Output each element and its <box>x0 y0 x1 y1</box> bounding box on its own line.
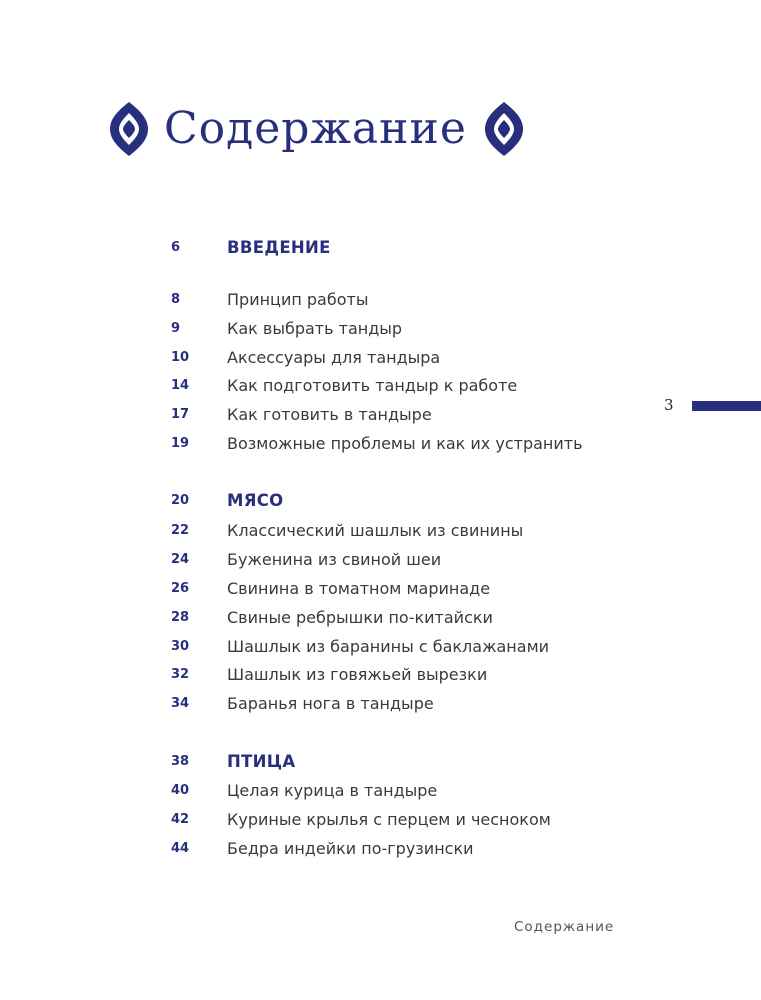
toc-entry-title: Свиные ребрышки по-китайски <box>227 608 493 627</box>
toc-entry-title: Принцип работы <box>227 290 369 309</box>
toc-page-number: 20 <box>171 493 190 508</box>
page-title: Содержание <box>164 103 467 154</box>
toc-entry-title: Как подготовить тандыр к работе <box>227 376 518 395</box>
toc-entry-title: Шашлык из баранины с баклажанами <box>227 637 550 656</box>
toc-page-number: 22 <box>171 523 190 538</box>
toc-entry-title: Свинина в томатном маринаде <box>227 579 491 598</box>
toc-page-number: 32 <box>171 667 190 682</box>
toc-page-number: 8 <box>171 292 181 307</box>
toc-section-title: МЯСО <box>227 491 284 510</box>
floral-ornament-icon <box>108 100 150 158</box>
toc-page-number: 30 <box>171 639 190 654</box>
toc-page-number: 40 <box>171 783 190 798</box>
toc-entry-title: Как готовить в тандыре <box>227 405 432 424</box>
toc-page-number: 28 <box>171 610 190 625</box>
toc-page-number: 14 <box>171 378 190 393</box>
toc-entry-title: Возможные проблемы и как их устранить <box>227 434 583 453</box>
toc-entry-title: Буженина из свиной шеи <box>227 550 442 569</box>
toc-page-number: 6 <box>171 240 181 255</box>
toc-page-number: 10 <box>171 350 190 365</box>
toc-page-number: 24 <box>171 552 190 567</box>
page-marker-bar <box>692 401 761 411</box>
toc-entry-title: Шашлык из говяжьей вырезки <box>227 665 488 684</box>
running-footer: Содержание <box>514 919 615 935</box>
toc-entry-title: Баранья нога в тандыре <box>227 694 434 713</box>
toc-page-number: 42 <box>171 812 190 827</box>
toc-entry-title: Как выбрать тандыр <box>227 319 403 338</box>
toc-entry-title: Куриные крылья с перцем и чесноком <box>227 810 551 829</box>
toc-entry-title: Бедра индейки по-грузински <box>227 839 474 858</box>
toc-page-number: 26 <box>171 581 190 596</box>
page-number: 3 <box>664 396 674 414</box>
toc-section-title: ПТИЦА <box>227 752 296 771</box>
floral-ornament-icon <box>483 100 525 158</box>
toc-entry-title: Целая курица в тандыре <box>227 781 438 800</box>
toc-page-number: 9 <box>171 321 181 336</box>
toc-page-number: 19 <box>171 436 190 451</box>
toc-section-title: ВВЕДЕНИЕ <box>227 238 331 257</box>
toc-page-number: 17 <box>171 407 190 422</box>
toc-entry-title: Аксессуары для тандыра <box>227 348 441 367</box>
toc-page-number: 38 <box>171 754 190 769</box>
toc-entry-title: Классический шашлык из свинины <box>227 521 524 540</box>
toc-page-number: 44 <box>171 841 190 856</box>
page-header <box>108 100 525 158</box>
toc-page-number: 34 <box>171 696 190 711</box>
